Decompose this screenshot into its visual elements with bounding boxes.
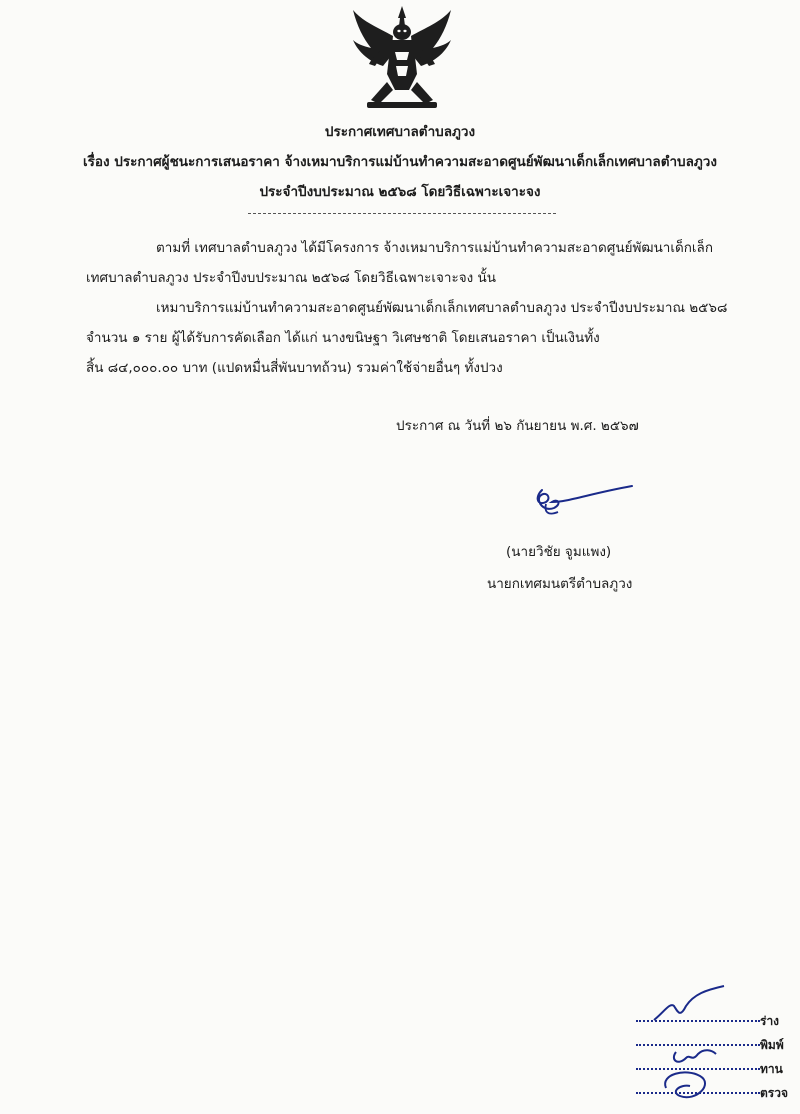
signatory-position: นายกเทศมนตรีตำบลภูวง (487, 576, 633, 592)
check-label: ตรวจ (760, 1086, 789, 1100)
paragraph-1-line-2: เทศบาลตำบลภูวง ประจำปีงบประมาณ ๒๕๖๘ โดยวิธีเฉพาะเจาะจง นั้น (86, 270, 497, 286)
type-label: พิมพ์ (760, 1038, 784, 1052)
draft-dotted-line (636, 1020, 760, 1022)
paragraph-2-line-3: สิ้น ๘๔,๐๐๐.๐๐ บาท (แปดหมื่นสี่พันบาทถ้วน) รวมค่าใช้จ่ายอื่นๆ ทั้งปวง (86, 360, 503, 376)
initials-signature-bottom (656, 1044, 732, 1114)
paragraph-1-line-1: ตามที่ เทศบาลตำบลภูวง ได้มีโครงการ จ้างเหมาบริการแม่บ้านทำความสะอาดศูนย์พัฒนาเด็กเล็ก (156, 240, 713, 256)
initials-signature-top (650, 984, 730, 1024)
type-dotted-line (636, 1044, 760, 1046)
subject-line-2: ประจำปีงบประมาณ ๒๕๖๘ โดยวิธีเฉพาะเจาะจง (259, 184, 541, 200)
divider (248, 213, 556, 214)
signatory-name: (นายวิชัย จูมแพง) (506, 544, 612, 560)
announcement-date: ประกาศ ณ วันที่ ๒๖ กันยายน พ.ศ. ๒๕๖๗ (396, 418, 639, 434)
review-dotted-line (636, 1068, 760, 1070)
signature-image (528, 482, 638, 522)
garuda-emblem-icon (349, 4, 455, 114)
subject-line: เรื่อง ประกาศผู้ชนะการเสนอราคา จ้างเหมาบริการแม่บ้านทำความสะอาดศูนย์พัฒนาเด็กเล็กเทศบาลตำบลภูวง (83, 154, 717, 170)
draft-label: ร่าง (760, 1014, 780, 1028)
paragraph-2-line-1: เหมาบริการแม่บ้านทำความสะอาดศูนย์พัฒนาเด็กเล็กเทศบาลตำบลภูวง ประจำปีงบประมาณ ๒๕๖๘ (156, 300, 728, 316)
paragraph-2-line-2: จำนวน ๑ ราย ผู้ได้รับการคัดเลือก ได้แก่ นางขนิษฐา วิเศษชาติ โดยเสนอราคา เป็นเงินทั้ง (86, 330, 600, 346)
review-label: ทาน (760, 1062, 783, 1076)
document-title: ประกาศเทศบาลตำบลภูวง (324, 124, 476, 140)
check-dotted-line (636, 1092, 760, 1094)
